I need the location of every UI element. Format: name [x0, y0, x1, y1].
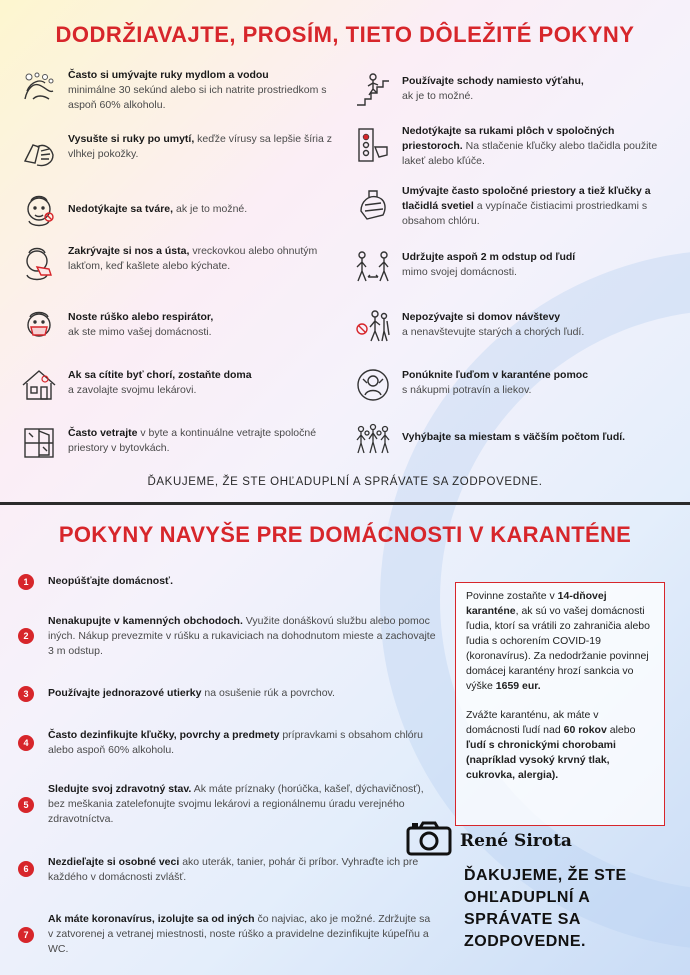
elevator-buttons-icon	[352, 124, 394, 166]
info-paragraph-1: Povinne zostaňte v 14-dňovej karanténe, ak sú vo vašej domácnosti ľudia, ktorí sa vrátili zo zahraničia alebo ľudia s ochorením COVID-19 (koronavírus). Za nedodržanie povinnej domácej karantény hrozí sankcia vo výške 1659 eur.	[466, 590, 650, 692]
helping-icon	[352, 364, 394, 406]
hand-dry-icon	[18, 132, 60, 174]
tip-handwash: Často si umývajte ruky mydlom a vodou minimálne 30 sekúnd alebo si ich natrite prostriedkom s aspoň 60% alkoholu.	[18, 68, 338, 113]
tip-no-touch: Nedotýkajte sa rukami plôch v spoločných priestoroch. Na stlačenie kľučky alebo tlačidla použite lakeť alebo kľúče.	[352, 124, 672, 169]
cleaning-icon	[352, 184, 394, 226]
face-touch-icon	[18, 190, 60, 232]
tip-cough: Zakrývajte si nos a ústa, vreckovkou alebo ohnutým lakťom, keď kašlete alebo kýchate.	[18, 244, 338, 286]
crowd-icon	[352, 418, 394, 460]
cough-icon	[18, 244, 60, 286]
step-number: 5	[18, 797, 34, 813]
section-title-quarantine: POKYNY NAVYŠE PRE DOMÁCNOSTI V KARANTÉNE	[58, 522, 632, 547]
step-number: 3	[18, 686, 34, 702]
distance-icon	[352, 246, 394, 288]
step-2: Nenakupujte v kamenných obchodoch. Využite donáškovú službu alebo pomoc iných. Nákup prevezmite v rúšku a rukaviciach na dohodnutom mieste a zachovajte 3 m odstup.	[48, 615, 436, 657]
page-title: DODRŽIAVAJTE, PROSÍM, TIETO DÔLEŽITÉ POKYNY	[55, 22, 635, 47]
step-6: Nezdieľajte si osobné veci ako uterák, tanier, pohár či príbor. Vyhraďte ich pre každého v domácnosti zvlášť.	[48, 856, 419, 883]
step-number: 1	[18, 574, 34, 590]
tip-dry-hands: Vysušte si ruky po umytí, keďže vírusy sa lepšie šíria z vlhkej pokožky.	[18, 132, 338, 174]
step-4: Často dezinfikujte kľučky, povrchy a predmety prípravkami s obsahom chlóru alebo aspoň 60% alkoholu.	[48, 729, 423, 756]
step-number: 4	[18, 735, 34, 751]
tip-stairs: Používajte schody namiesto výťahu, ak je to možné.	[352, 68, 672, 110]
section-divider	[0, 502, 690, 505]
tip-no-visits: Nepozývajte si domov návštevy a nenavštevujte starých a chorých ľudí.	[352, 306, 672, 348]
tip-mask: Noste rúško alebo respirátor, ak ste mimo vašej domácnosti.	[18, 306, 338, 348]
step-3: Používajte jednorazové utierky na osušenie rúk a povrchov.	[48, 687, 335, 699]
step-number: 6	[18, 861, 34, 877]
tip-ventilate: Často vetrajte v byte a kontinuálne vetrajte spoločné priestory v bytovkách.	[18, 422, 338, 464]
no-visit-icon	[352, 306, 394, 348]
tip-distance: Udržujte aspoň 2 m odstup od ľudí mimo svojej domácnosti.	[352, 246, 672, 288]
info-paragraph-2: Zvážte karanténu, ak máte v domácnosti ľudí nad 60 rokov alebo ľudí s chronickými chorobami (napríklad vysoký krvný tlak, cukrovka, alergia).	[466, 709, 636, 781]
tip-face: Nedotýkajte sa tváre, ak je to možné.	[18, 190, 338, 232]
thanks-bottom: ĎAKUJEME, ŽE STE OHĽADUPLNÍ A SPRÁVATE SA ZODPOVEDNE.	[464, 867, 627, 950]
step-5: Sledujte svoj zdravotný stav. Ak máte príznaky (horúčka, kašeľ, dýchavičnosť), bez meškania zatelefonujte svojmu lekárovi a regionálnemu úradu verejného zdravotníctva.	[48, 783, 424, 825]
photo-credit	[406, 820, 572, 861]
tip-crowds: Vyhýbajte sa miestam s väčším počtom ľudí.	[352, 418, 672, 460]
mask-icon	[18, 306, 60, 348]
stairs-icon	[352, 68, 394, 110]
tip-clean: Umývajte často spoločné priestory a tiež kľučky a tlačidlá svetiel a vypínače čistiacimi prostriedkami s obsahom chlóru.	[352, 184, 672, 229]
handwash-icon	[18, 68, 60, 110]
camera-icon	[406, 820, 452, 861]
quarantine-info-box	[455, 582, 665, 826]
step-number: 7	[18, 927, 34, 943]
step-1: Neopúšťajte domácnosť.	[48, 575, 174, 587]
house-icon	[18, 364, 60, 406]
tip-stay-home: Ak sa cítite byť chorí, zostaňte doma a zavolajte svojmu lekárovi.	[18, 364, 338, 406]
tip-help: Ponúknite ľuďom v karanténe pomoc s nákupmi potravín a liekov.	[352, 364, 672, 406]
step-number: 2	[18, 628, 34, 644]
window-icon	[18, 422, 60, 464]
author-name: René Sirota	[460, 830, 572, 851]
step-7: Ak máte koronavírus, izolujte sa od iných čo najviac, ako je možné. Zdržujte sa v zatvorenej a vetranej miestnosti, noste rúško a pravidelne dezinfikujte kúpeľňu a WC.	[48, 913, 431, 955]
thanks-top: ĎAKUJEME, ŽE STE OHĽADUPLNÍ A SPRÁVATE SA ZODPOVEDNE.	[147, 476, 543, 488]
